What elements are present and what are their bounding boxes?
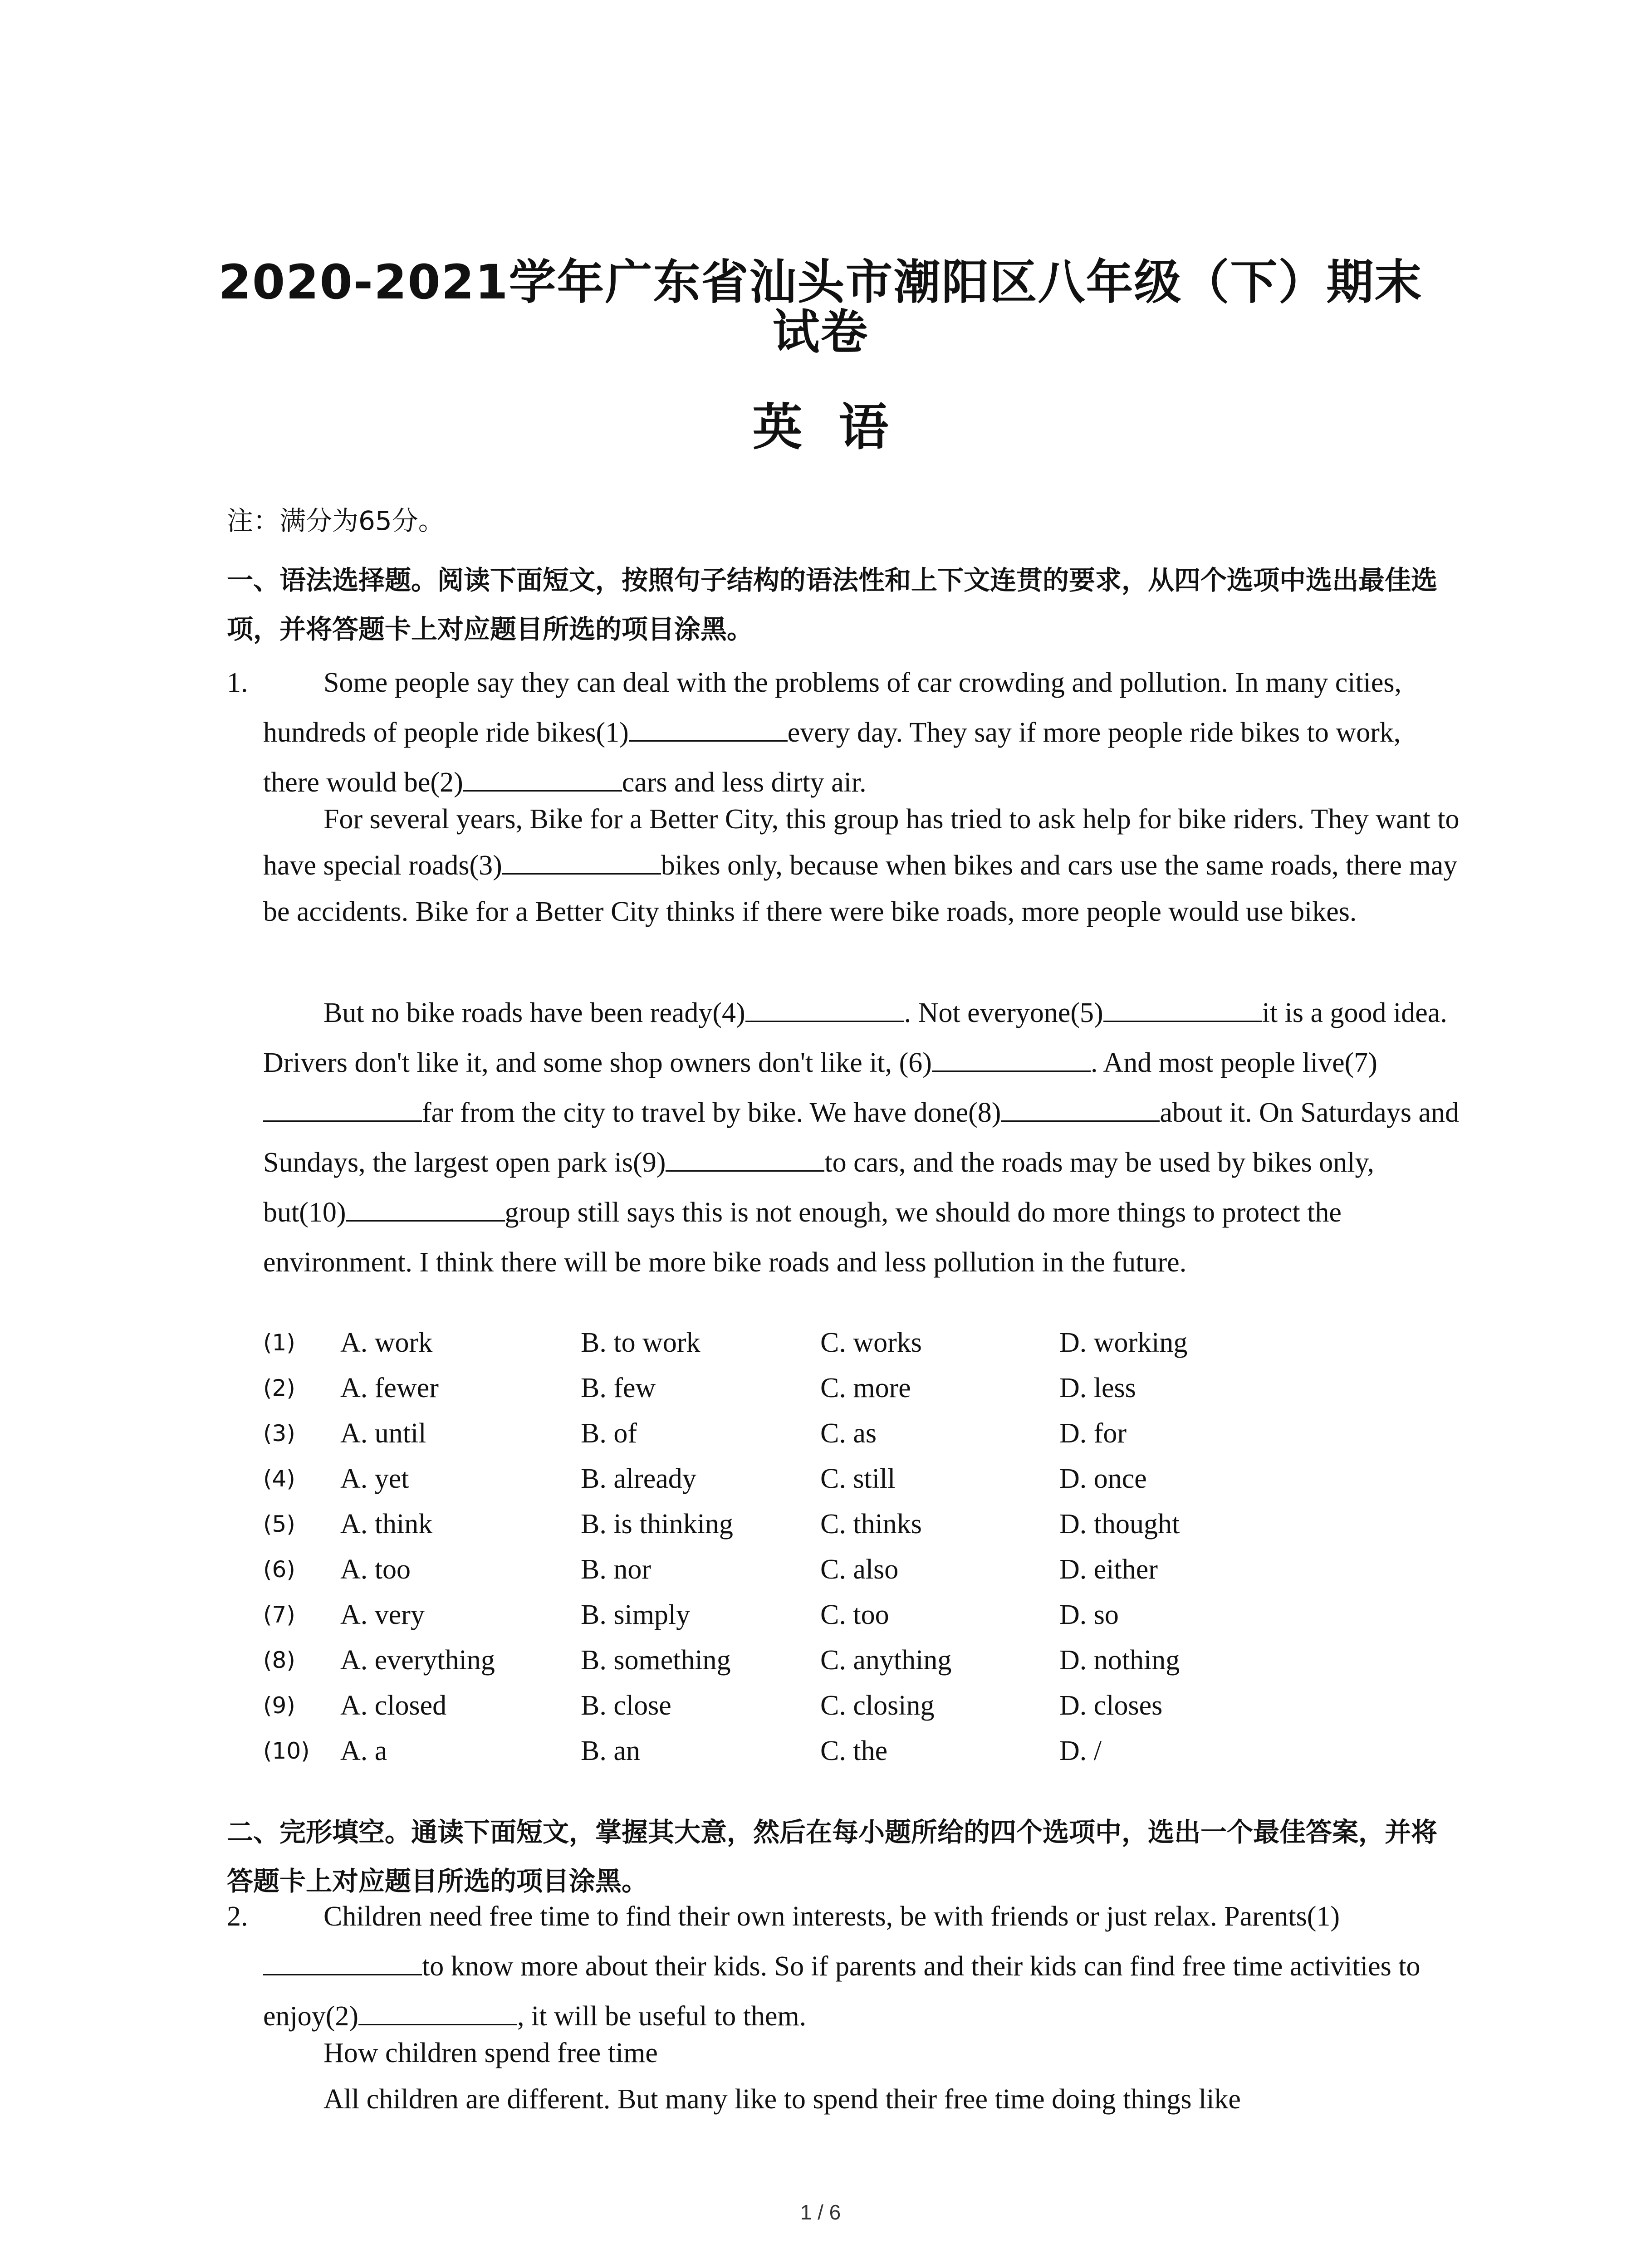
passage1-paragraph2 <box>263 796 1461 935</box>
blank-7 <box>263 1094 422 1122</box>
option-b[interactable]: B. already <box>581 1463 696 1494</box>
option-row <box>263 1547 1461 1592</box>
p3-text-d: . And most people live(7) <box>1090 1047 1377 1078</box>
blank-4 <box>745 994 904 1022</box>
option-c[interactable]: C. thinks <box>820 1509 922 1540</box>
option-row <box>263 1683 1461 1728</box>
blank-9 <box>666 1144 824 1172</box>
option-d[interactable]: D. / <box>1059 1735 1102 1766</box>
option-row <box>263 1411 1461 1456</box>
section2-heading: 二、完形填空。通读下面短文，掌握其大意，然后在每小题所给的四个选项中，选出一个最佳答案，并将答题卡上对应题目所选的项目涂黑。 <box>227 1817 1438 1897</box>
blank-3 <box>502 847 661 875</box>
option-row <box>263 1365 1461 1411</box>
option-a[interactable]: A. closed <box>340 1690 447 1721</box>
blank-2-2 <box>358 1998 517 2025</box>
option-b[interactable]: B. an <box>581 1735 640 1766</box>
question2-number: 2. <box>227 1901 248 1932</box>
option-a[interactable]: A. everything <box>340 1645 495 1676</box>
subject-title: 英语 <box>752 398 925 456</box>
option-c[interactable]: C. anything <box>820 1645 952 1676</box>
p2-1-text-a: Children need free time to find their own interests, be with friends or just relax. Parents(1) <box>323 1901 1340 1932</box>
passage1-paragraph3 <box>263 988 1461 1287</box>
option-number: (5) <box>263 1511 295 1537</box>
document-title-line2: 试卷 <box>772 304 869 360</box>
option-row <box>263 1637 1461 1683</box>
option-a[interactable]: A. work <box>340 1327 433 1358</box>
option-b[interactable]: B. something <box>581 1645 731 1676</box>
option-number: (2) <box>263 1375 295 1401</box>
blank-5 <box>1103 994 1262 1022</box>
p3-text-a: But no bike roads have been ready(4) <box>323 997 745 1028</box>
passage2-paragraph3: All children are different. But many like to spend their free time doing things like <box>323 2084 1241 2115</box>
option-c[interactable]: C. also <box>820 1554 899 1585</box>
option-number: (7) <box>263 1602 295 1628</box>
option-c[interactable]: C. too <box>820 1599 889 1630</box>
option-a[interactable]: A. think <box>340 1509 433 1540</box>
option-number: (4) <box>263 1466 295 1492</box>
passage2-paragraph1 <box>263 1892 1461 2041</box>
p3-text-c: it is a good idea. Drivers don't like it, and some shop owners don't like it, (6) <box>263 997 1447 1078</box>
score-note: 注：满分为65分。 <box>227 505 445 536</box>
p1-text-a: Some people say they can deal with the problems of car crowding and pollution. In many cities, hundreds of people ride bikes(1) <box>263 667 1402 748</box>
option-number: (8) <box>263 1647 295 1673</box>
section1-heading: 一、语法选择题。阅读下面短文，按照句子结构的语法性和上下文连贯的要求，从四个选项中选出最佳选项，并将答题卡上对应题目所选的项目涂黑。 <box>227 565 1438 645</box>
p1-text-b: every day. They say if more people ride bikes to work, there would be(2) <box>263 717 1401 798</box>
option-d[interactable]: D. either <box>1059 1554 1158 1585</box>
option-d[interactable]: D. so <box>1059 1599 1119 1630</box>
option-row <box>263 1728 1461 1774</box>
option-c[interactable]: C. works <box>820 1327 922 1358</box>
p1-text-c: cars and less dirty air. <box>622 767 867 798</box>
option-number: (1) <box>263 1330 295 1356</box>
option-number: (3) <box>263 1420 295 1447</box>
option-a[interactable]: A. yet <box>340 1463 409 1494</box>
option-number: (10) <box>263 1738 310 1764</box>
blank-2-1 <box>263 1948 422 1975</box>
option-c[interactable]: C. more <box>820 1373 911 1403</box>
option-b[interactable]: B. few <box>581 1373 656 1403</box>
p3-text-h: group still says this is not enough, we should do more things to protect the environment. I think there will be more bike roads and less pollution in the future. <box>263 1197 1342 1278</box>
p3-text-e: far from the city to travel by bike. We have done(8) <box>422 1097 1001 1128</box>
passage1-paragraph1 <box>263 658 1461 807</box>
blank-8 <box>1001 1094 1160 1122</box>
blank-10 <box>346 1194 505 1222</box>
p3-text-f: about it. On Saturdays and Sundays, the largest open park is(9) <box>263 1097 1459 1178</box>
question1-number: 1. <box>227 667 248 698</box>
option-b[interactable]: B. to work <box>581 1327 700 1358</box>
options-table <box>263 1320 1461 1774</box>
blank-6 <box>932 1044 1091 1072</box>
blank-2 <box>463 764 622 792</box>
option-a[interactable]: A. a <box>340 1735 387 1766</box>
passage2-subheading: How children spend free time <box>323 2038 658 2068</box>
p2-text-b: bikes only, because when bikes and cars use the same roads, there may be accidents. Bike for a Better City thinks if there were bike roads, more people would use bikes. <box>263 850 1458 927</box>
option-b[interactable]: B. simply <box>581 1599 691 1630</box>
option-c[interactable]: C. still <box>820 1463 896 1494</box>
option-b[interactable]: B. close <box>581 1690 671 1721</box>
option-d[interactable]: D. nothing <box>1059 1645 1180 1676</box>
p2-1-text-b: to know more about their kids. So if parents and their kids can find free time activities to enjoy(2) <box>263 1951 1421 2032</box>
option-row <box>263 1501 1461 1547</box>
blank-1 <box>629 714 788 742</box>
p2-1-text-c: , it will be useful to them. <box>517 2001 807 2032</box>
option-number: (6) <box>263 1556 295 1583</box>
option-c[interactable]: C. as <box>820 1418 877 1449</box>
option-b[interactable]: B. is thinking <box>581 1509 733 1540</box>
p3-text-g: to cars, and the roads may be used by bikes only, but(10) <box>263 1147 1374 1228</box>
option-a[interactable]: A. until <box>340 1418 426 1449</box>
option-row <box>263 1456 1461 1501</box>
option-a[interactable]: A. very <box>340 1599 425 1630</box>
p3-text-b: . Not everyone(5) <box>904 997 1103 1028</box>
option-c[interactable]: C. closing <box>820 1690 935 1721</box>
option-row <box>263 1592 1461 1637</box>
page-number: 1 / 6 <box>800 2200 841 2224</box>
option-a[interactable]: A. too <box>340 1554 411 1585</box>
option-d[interactable]: D. thought <box>1059 1509 1180 1540</box>
option-b[interactable]: B. of <box>581 1418 637 1449</box>
option-number: (9) <box>263 1692 295 1719</box>
p2-text-a: For several years, Bike for a Better City, this group has tried to ask help for bike riders. They want to have special roads(3) <box>263 804 1460 881</box>
option-d[interactable]: D. for <box>1059 1418 1127 1449</box>
passage2-paragraph2 <box>263 2030 1461 2122</box>
option-d[interactable]: D. once <box>1059 1463 1147 1494</box>
document-title-line1: 2020-2021学年广东省汕头市潮阳区八年级（下）期末 <box>218 254 1423 310</box>
option-b[interactable]: B. nor <box>581 1554 651 1585</box>
option-d[interactable]: D. working <box>1059 1327 1188 1358</box>
option-d[interactable]: D. less <box>1059 1373 1136 1403</box>
option-row <box>263 1320 1461 1365</box>
option-c[interactable]: C. the <box>820 1735 888 1766</box>
option-d[interactable]: D. closes <box>1059 1690 1163 1721</box>
option-a[interactable]: A. fewer <box>340 1373 439 1403</box>
